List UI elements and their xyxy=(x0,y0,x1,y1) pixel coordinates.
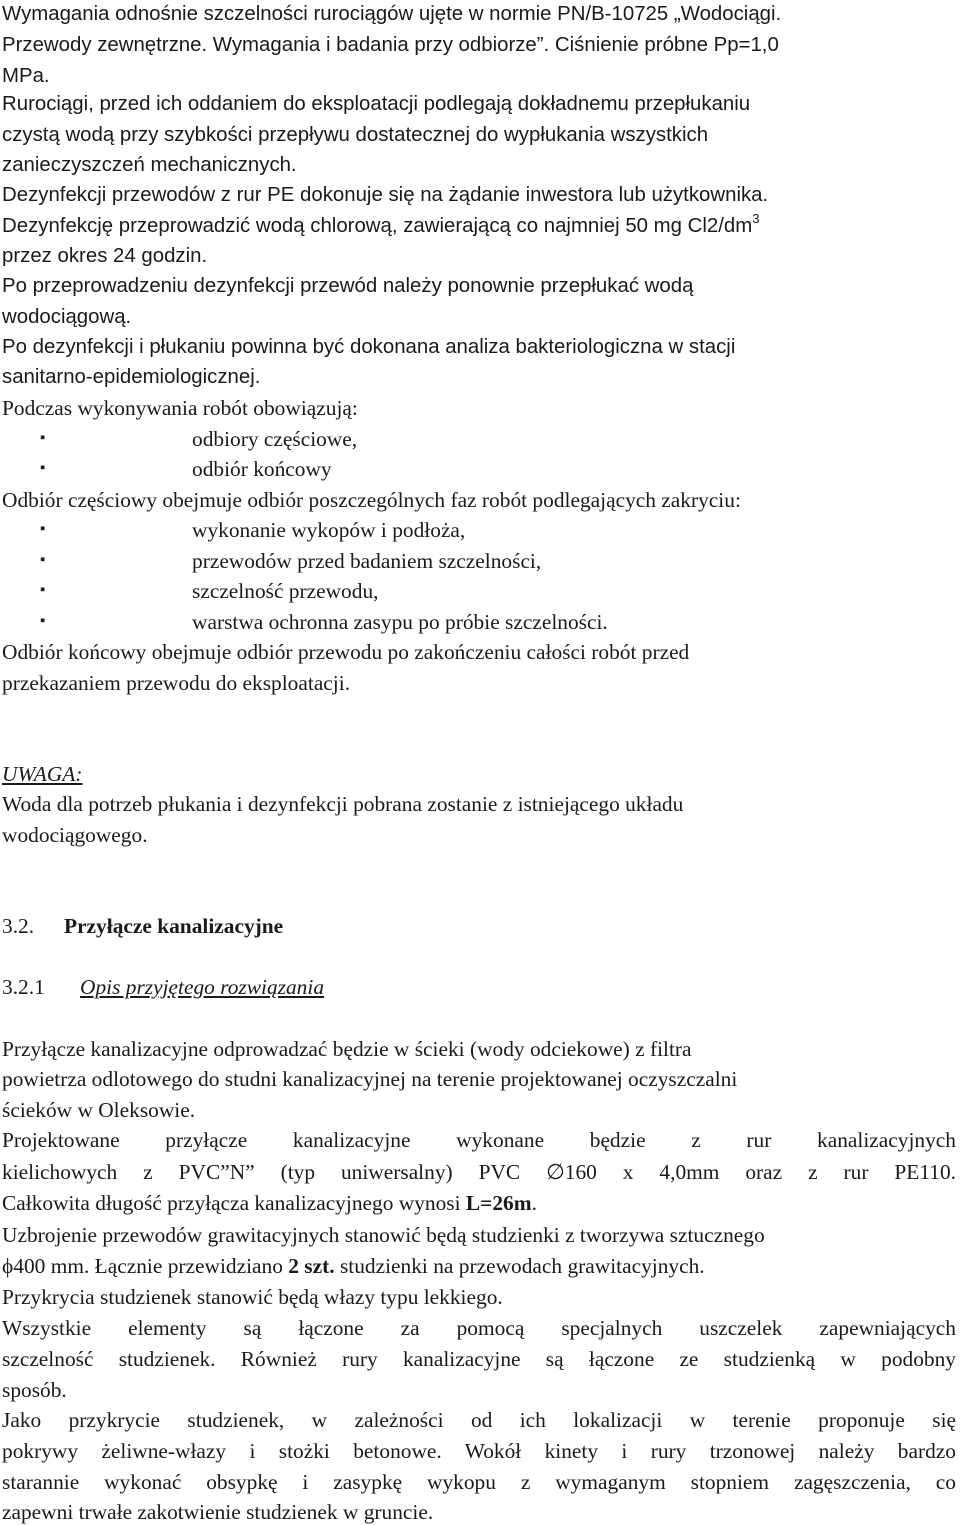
text-line: Woda dla potrzeb płukania i dezynfekcji pobrana zostanie z istniejącego układu xyxy=(2,792,684,816)
text-line: czystą wodą przy szybkości przepływu dostatecznej do wypłukania wszystkich xyxy=(2,124,709,146)
text-fragment: ϕ400 mm. Łącznie przewidziano xyxy=(2,1254,289,1278)
text-line: przekazaniem przewodu do eksploatacji. xyxy=(2,671,351,695)
text-line xyxy=(2,211,760,237)
text-line: powietrza odlotowego do studni kanalizacyjnej na terenie projektowanej oczyszczalni xyxy=(2,1067,738,1091)
list-item: przewodów przed badaniem szczelności, xyxy=(192,549,542,573)
bullet-icon: ▪ xyxy=(40,430,46,446)
text-line: wodociągową. xyxy=(2,306,132,328)
text-line: zanieczyszczeń mechanicznych. xyxy=(2,154,297,176)
partial-lead: Odbiór częściowy obejmuje odbiór poszczególnych faz robót podlegających zakryciu: xyxy=(2,488,741,512)
text-line: szczelność studzienek. Również rury kanalizacyjne są łączone ze studzienką w podobny xyxy=(2,1347,956,1371)
list-item: warstwa ochronna zasypu po próbie szczelności. xyxy=(192,610,608,634)
bullet-icon: ▪ xyxy=(40,552,46,568)
text-line xyxy=(2,1256,705,1277)
text-line: Odbiór końcowy obejmuje odbiór przewodu po zakończeniu całości robót przed xyxy=(2,640,690,664)
text-line: Wymagania odnośnie szczelności rurociągów ujęte w normie PN/B-10725 „Wodociągi. xyxy=(2,3,782,25)
text-fragment: Dezynfekcję przeprowadzić wodą chlorową, zawierającą co najmniej 50 mg Cl2/dm xyxy=(2,215,753,237)
text-line: Jako przykrycie studzienek, w zależności od ich lokalizacji w terenie proponuje się xyxy=(2,1408,956,1432)
superscript: 3 xyxy=(752,211,760,226)
list-item: odbiory częściowe, xyxy=(192,427,358,451)
count-value: 2 szt. xyxy=(288,1254,335,1278)
text-line: sposób. xyxy=(2,1378,67,1402)
text-line: Projektowane przyłącze kanalizacyjne wykonane będzie z rur kanalizacyjnych xyxy=(2,1128,956,1152)
text-fragment: Całkowita długość przyłącza kanalizacyjnego wynosi xyxy=(2,1191,466,1215)
text-line: wodociągowego. xyxy=(2,823,148,847)
bullet-icon: ▪ xyxy=(40,582,46,598)
bullet-icon: ▪ xyxy=(40,613,46,629)
bullet-icon: ▪ xyxy=(40,460,46,476)
subsection-number: 3.2.1 xyxy=(2,975,45,999)
text-line: Przykrycia studzienek stanowić będą włazy typu lekkiego. xyxy=(2,1285,503,1309)
note-label: UWAGA: xyxy=(2,762,83,786)
list-item: szczelność przewodu, xyxy=(192,579,379,603)
text-line: przez okres 24 godzin. xyxy=(2,245,208,267)
list-item: wykonanie wykopów i podłoża, xyxy=(192,518,466,542)
section-number: 3.2. xyxy=(2,914,35,938)
works-lead: Podczas wykonywania robót obowiązują: xyxy=(2,396,358,420)
text-line: zapewni trwałe zakotwienie studzienek w gruncie. xyxy=(2,1500,434,1524)
text-line: starannie wykonać obsypkę i zasypkę wykopu z wymaganym stopniem zagęszczenia, co xyxy=(2,1470,956,1494)
text-line: sanitarno-epidemiologicznej. xyxy=(2,366,261,388)
section-title: Przyłącze kanalizacyjne xyxy=(64,914,284,938)
text-line: Przyłącze kanalizacyjne odprowadzać będzie w ścieki (wody odciekowe) z filtra xyxy=(2,1037,692,1061)
text-fragment: studzienki na przewodach grawitacyjnych. xyxy=(334,1254,705,1278)
text-line: ścieków w Oleksowie. xyxy=(2,1098,196,1122)
text-line xyxy=(2,1193,537,1214)
list-item: odbiór końcowy xyxy=(192,457,332,481)
text-line: Przewody zewnętrzne. Wymagania i badania przy odbiorze”. Ciśnienie próbne Pp=1,0 xyxy=(2,34,779,56)
text-line: MPa. xyxy=(2,65,50,87)
text-line: Uzbrojenie przewodów grawitacyjnych stanowić będą studzienki z tworzywa sztucznego xyxy=(2,1223,765,1247)
text-fragment: . xyxy=(531,1191,537,1215)
length-value: L=26m xyxy=(465,1191,532,1215)
text-line: Rurociągi, przed ich oddaniem do eksploatacji podlegają dokładnemu przepłukaniu xyxy=(2,93,751,115)
subsection-heading xyxy=(2,975,325,999)
text-line: kielichowych z PVC”N” (typ uniwersalny) PVC ∅160 x 4,0mm oraz z rur PE110. xyxy=(2,1160,956,1184)
text-line: Po przeprowadzeniu dezynfekcji przewód należy ponownie przepłukać wodą xyxy=(2,275,694,297)
text-line: pokrywy żeliwne-włazy i stożki betonowe. Wokół kinety i rury trzonowej należy bardzo xyxy=(2,1439,956,1463)
text-line: Dezynfekcji przewodów z rur PE dokonuje się na żądanie inwestora lub użytkownika. xyxy=(2,184,769,206)
subsection-title: Opis przyjętego rozwiązania xyxy=(80,975,325,999)
text-line: Po dezynfekcji i płukaniu powinna być dokonana analiza bakteriologiczna w stacji xyxy=(2,336,736,358)
bullet-icon: ▪ xyxy=(40,521,46,537)
text-line: Wszystkie elementy są łączone za pomocą specjalnych uszczelek zapewniających xyxy=(2,1316,956,1340)
section-heading xyxy=(2,914,284,938)
